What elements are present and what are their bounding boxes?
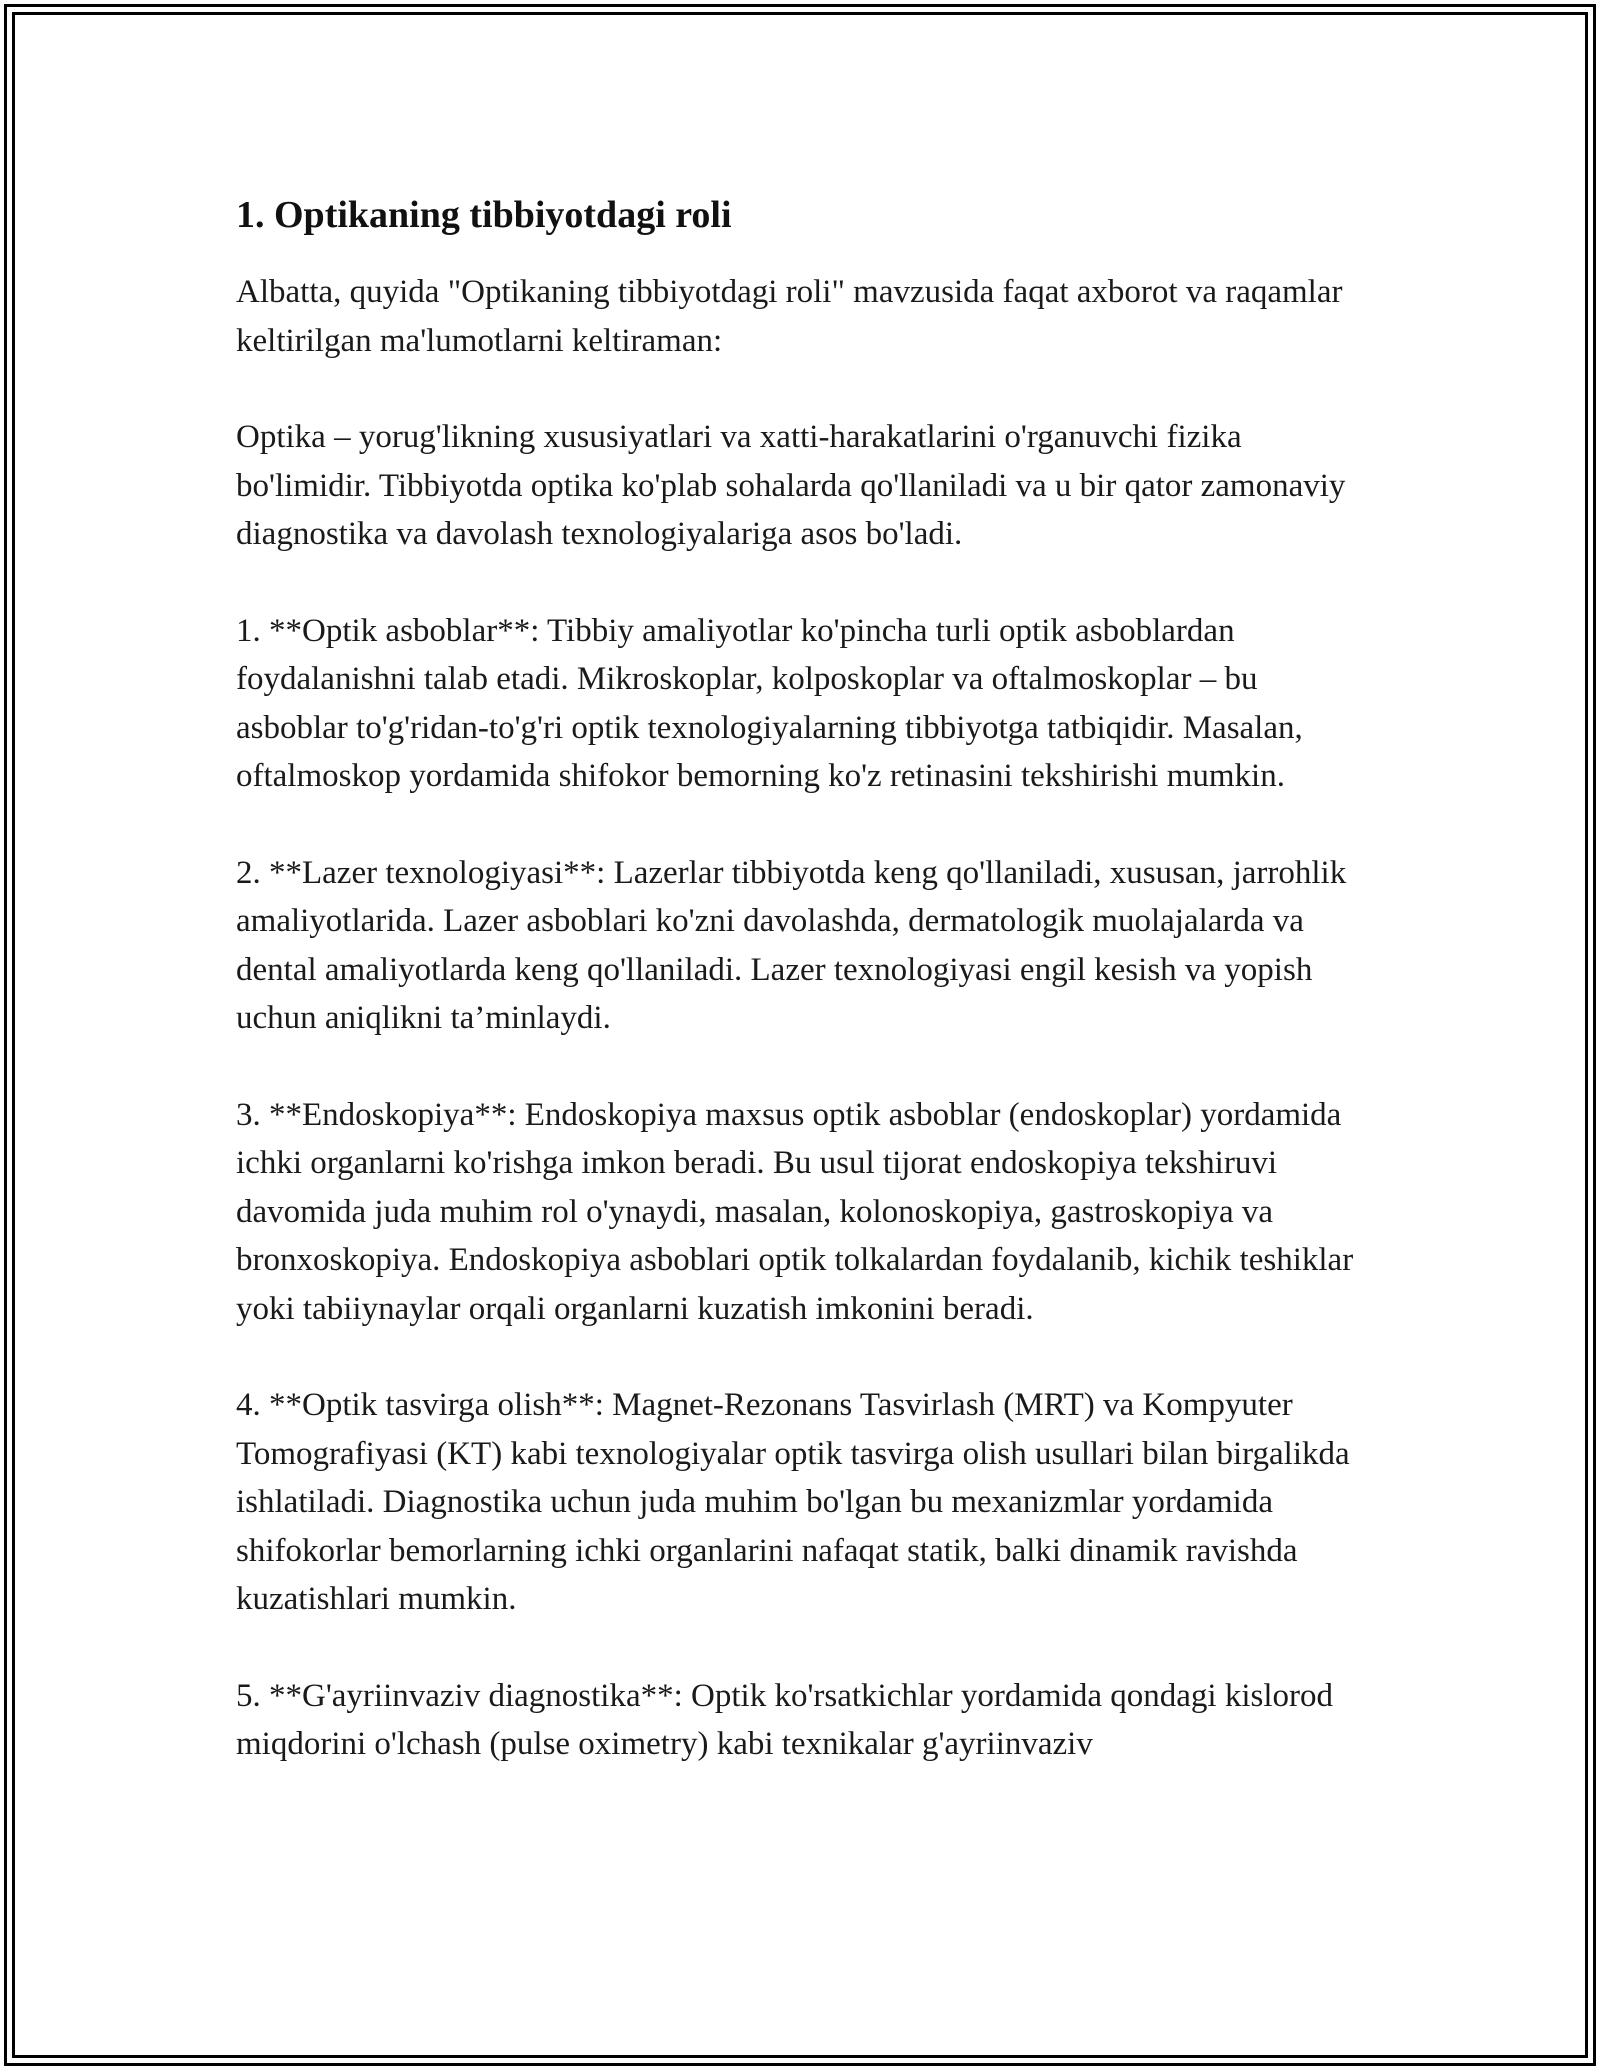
list-item-optical-imaging: 4. **Optik tasvirga olish**: Magnet-Rezonans Tasvirlash (MRT) va Kompyuter Tomografiyasi (KT) kabi texnologiyalar optik tasvirga olish usullari bilan birgalikda ishlatiladi. Diagnostika uchun juda muhim bo'lgan bu mexanizmlar yordamida shifokorlar bemorlarning ichki organlarini nafaqat statik, balki dinamik ravishda kuzatishlari mumkin. bbox=[236, 1387, 1350, 1617]
document-title: 1. Optikaning tibbiyotdagi roli bbox=[236, 194, 732, 236]
list-item-optical-instruments: 1. **Optik asboblar**: Tibbiy amaliyotlar ko'pincha turli optik asboblardan foydalanishni talab etadi. Mikroskoplar, kolposkoplar va oftalmoskoplar – bu asboblar to'g'ridan-to'g'ri optik texnologiyalarning tibbiyotga tatbiqidir. Masalan, oftalmoskop yordamida shifokor bemorning ko'z retinasini tekshirishi mumkin. bbox=[236, 612, 1303, 794]
list-item-noninvasive-diagnostics: 5. **G'ayriinvaziv diagnostika**: Optik ko'rsatkichlar yordamida qondagi kislorod miqdorini o'lchash (pulse oximetry) kabi texnikalar g'ayriinvaziv bbox=[236, 1677, 1334, 1762]
document-page bbox=[236, 186, 1356, 1817]
intro-paragraph: Albatta, quyida "Optikaning tibbiyotdagi roli" mavzusida faqat axborot va raqamlar keltirilgan ma'lumotlarni keltiraman: bbox=[236, 274, 1343, 359]
list-item-laser-technology: 2. **Lazer texnologiyasi**: Lazerlar tibbiyotda keng qo'llaniladi, xususan, jarrohlik amaliyotlarida. Lazer asboblari ko'zni davolashda, dermatologik muolajalarda va dental amaliyotlarda keng qo'llaniladi. Lazer texnologiyasi engil kesish va yopish uchun aniqlikni ta’minlaydi. bbox=[236, 854, 1347, 1036]
list-item-endoscopy: 3. **Endoskopiya**: Endoskopiya maxsus optik asboblar (endoskoplar) yordamida ichki organlarni ko'rishga imkon beradi. Bu usul tijorat endoskopiya tekshiruvi davomida juda muhim rol o'ynaydi, masalan, kolonoskopiya, gastroskopiya va bronxoskopiya. Endoskopiya asboblari optik tolkalardan foydalanib, kichik teshiklar yoki tabiiynaylar orqali organlarni kuzatish imkonini beradi. bbox=[236, 1096, 1354, 1327]
definition-paragraph: Optika – yorug'likning xususiyatlari va xatti-harakatlarini o'rganuvchi fizika bo'limidir. Tibbiyotda optika ko'plab sohalarda qo'llaniladi va u bir qator zamonaviy diagnostika va davolash texnologiyalariga asos bo'ladi. bbox=[236, 419, 1346, 552]
